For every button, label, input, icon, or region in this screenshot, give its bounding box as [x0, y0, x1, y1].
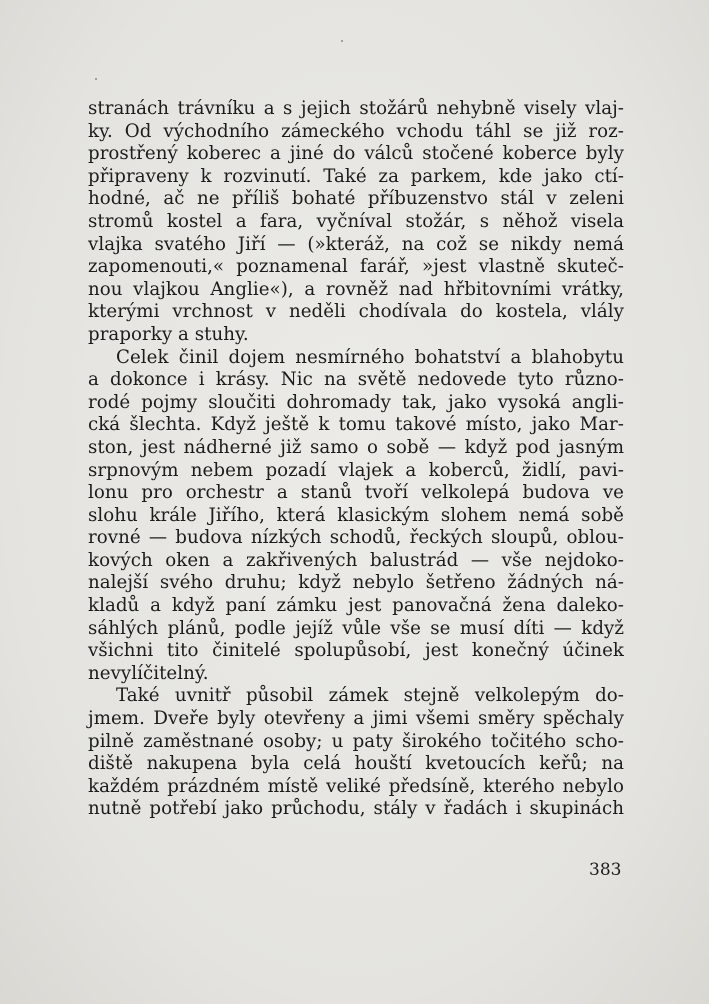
- text-line: prostřený koberec a jiné do válců stočené koberce byly: [88, 143, 624, 165]
- text-line: každém prázdném místě veliké předsíně, kterého nebylo: [88, 775, 624, 797]
- text-line: diště nakupena byla celá houští kvetoucích keřů; na: [88, 753, 624, 775]
- text-line: nutně potřebí jako průchodu, stály v řadách i skupinách: [88, 798, 624, 820]
- paper-speck: [95, 78, 97, 80]
- text-line: cká šlechta. Když ještě k tomu takové místo, jako Mar-: [88, 414, 624, 436]
- text-line: kových oken a zakřivených balustrád — vše nejdoko-: [88, 549, 624, 571]
- text-line: nalejší svého druhu; když nebylo šetřeno žádných ná-: [88, 572, 624, 594]
- text-line: pilně zaměstnané osoby; u paty širokého točitého scho-: [88, 730, 624, 752]
- text-line: všichni tito činitelé spolupůsobí, jest konečný účinek: [88, 640, 624, 662]
- text-line: ky. Od východního zámeckého vchodu táhl se již roz-: [88, 120, 624, 142]
- text-line: ston, jest nádherné již samo o sobě — když pod jasným: [88, 436, 624, 458]
- text-line: stromů kostel a fara, vyčníval stožár, s něhož visela: [88, 210, 624, 232]
- text-line: kladů a když paní zámku jest panovačná žena daleko-: [88, 595, 624, 617]
- text-line: lonu pro orchestr a stanů tvoří velkolepá budova ve: [88, 482, 624, 504]
- text-line: připraveny k rozvinutí. Také za parkem, kde jako ctí-: [88, 165, 624, 187]
- text-line: hodné, ač ne příliš bohaté příbuzenstvo stál v zeleni: [88, 188, 624, 210]
- text-line: nevylíčitelný.: [88, 662, 209, 684]
- text-line: praporky a stuhy.: [88, 323, 249, 345]
- text-line: Celek činil dojem nesmírného bohatství a blahobytu: [116, 346, 624, 368]
- text-line: kterými vrchnost v neděli chodívala do kostela, vlály: [88, 301, 624, 323]
- text-line: a dokonce i krásy. Nic na světě nedovede tyto různo-: [88, 369, 624, 391]
- paper-speck: [341, 40, 343, 42]
- text-line: vlajka svatého Jiří — (»kteráž, na což se nikdy nemá: [88, 233, 624, 255]
- text-line: rodé pojmy sloučiti dohromady tak, jako vysoká angli-: [88, 391, 624, 413]
- page-number: 383: [589, 860, 622, 880]
- text-line: jmem. Dveře byly otevřeny a jimi všemi směry spěchaly: [88, 708, 624, 730]
- text-line: zapomenouti,« poznamenal farář, »jest vlastně skuteč-: [88, 256, 624, 278]
- text-line: rovné — budova nízkých schodů, řeckých sloupů, oblou-: [88, 527, 624, 549]
- text-line: nou vlajkou Anglie«), a rovněž nad hřbitovními vrátky,: [88, 278, 624, 300]
- text-line: srpnovým nebem pozadí vlajek a koberců, židlí, pavi-: [88, 459, 624, 481]
- body-text: [88, 98, 624, 821]
- text-line: Také uvnitř působil zámek stejně velkolepým do-: [116, 685, 624, 707]
- text-line: stranách trávníku a s jejich stožárů nehybně visely vlaj-: [88, 98, 624, 119]
- text-line: sáhlých plánů, podle jejíž vůle vše se musí díti — když: [88, 617, 624, 639]
- text-line: slohu krále Jiřího, která klasickým slohem nemá sobě: [88, 504, 624, 526]
